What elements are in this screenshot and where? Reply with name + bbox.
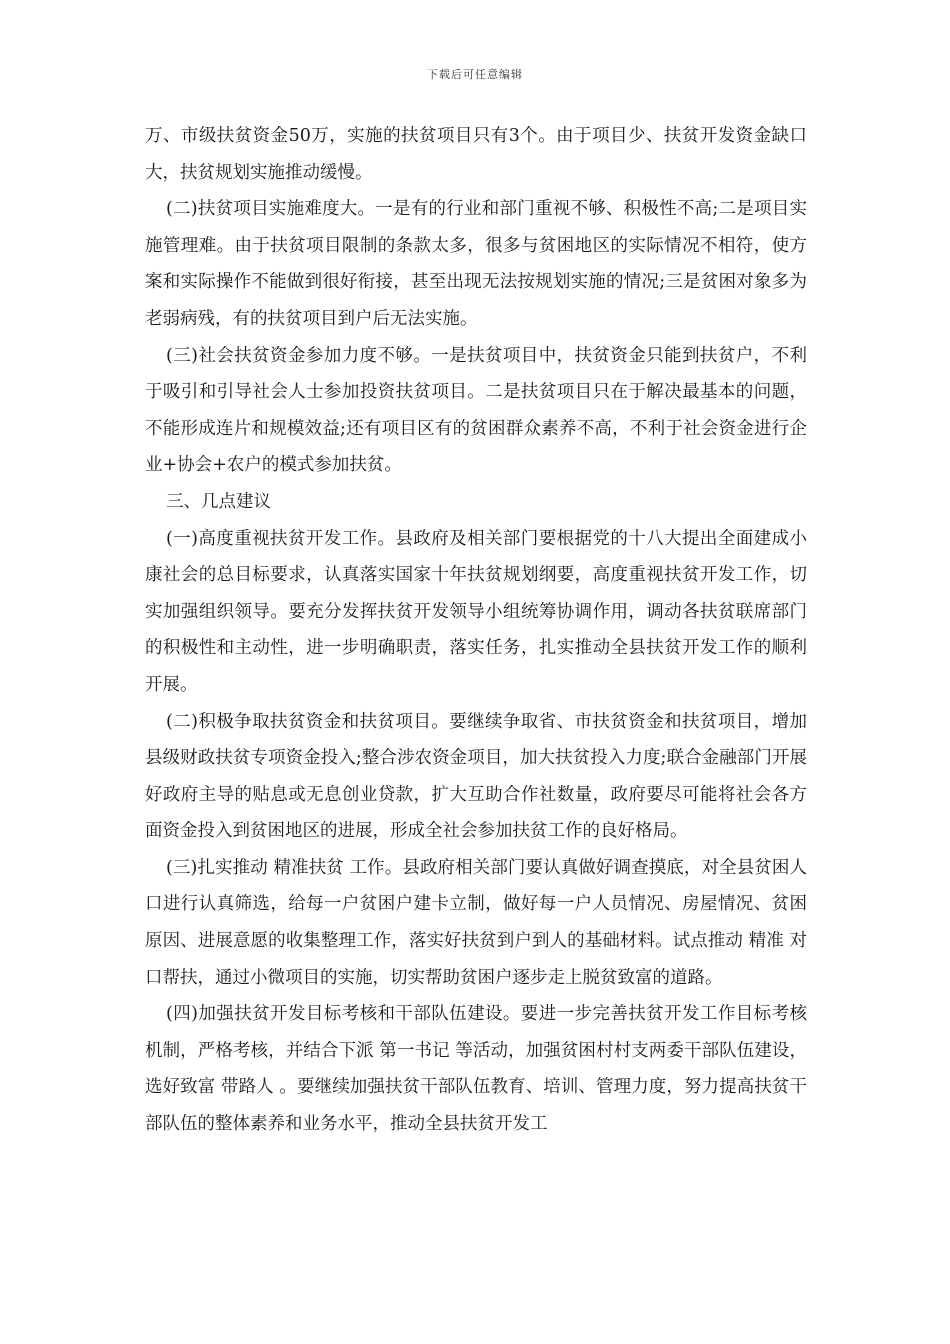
- paragraph-1: 万、市级扶贫资金50万，实施的扶贫项目只有3个。由于项目少、扶贫开发资金缺口大，扶贫规划实施推动缓慢。: [145, 126, 807, 183]
- document-body: [145, 118, 807, 1143]
- paragraph-6: (二)积极争取扶贫资金和扶贫项目。要继续争取省、市扶贫资金和扶贫项目，增加县级财政扶贫专项资金投入;整合涉农资金项目，加大扶贫投入力度;联合金融部门开展好政府主导的贴息或无息创业贷款，扩大互助合作社数量，政府要尽可能将社会各方面资金投入到贫困地区的进展，形成全社会参加扶贫工作的良好格局。: [145, 711, 807, 842]
- paragraph-5: (一)高度重视扶贫开发工作。县政府及相关部门要根据党的十八大提出全面建成小康社会的总目标要求，认真落实国家十年扶贫规划纲要，高度重视扶贫开发工作，切实加强组织领导。要充分发挥扶贫开发领导小组统筹协调作用，调动各扶贫联席部门的积极性和主动性，进一步明确职责，落实任务，扎实推动全县扶贫开发工作的顺利开展。: [145, 528, 807, 695]
- header-note: 下载后可任意编辑: [427, 68, 523, 81]
- section-heading: 三、几点建议: [166, 491, 271, 512]
- paragraph-8: (四)加强扶贫开发目标考核和干部队伍建设。要进一步完善扶贫开发工作目标考核机制，严格考核，并结合下派 第一书记 等活动，加强贫困村村支两委干部队伍建设，选好致富 带路人 。要继续加强扶贫干部队伍教育、培训、管理力度，努力提高扶贫干部队伍的整体素养和业务水平，推动全县扶贫开发工: [145, 1004, 807, 1135]
- paragraph-3: (三)社会扶贫资金参加力度不够。一是扶贫项目中，扶贫资金只能到扶贫户，不利于吸引和引导社会人士参加投资扶贫项目。二是扶贫项目只在于解决最基本的问题，不能形成连片和规模效益;还有项目区有的贫困群众素养不高，不利于社会资金进行企业+协会+农户的模式参加扶贫。: [145, 345, 807, 476]
- paragraph-2: (二)扶贫项目实施难度大。一是有的行业和部门重视不够、积极性不高;二是项目实施管理难。由于扶贫项目限制的条款太多，很多与贫困地区的实际情况不相符，使方案和实际操作不能做到很好衔接，甚至出现无法按规划实施的情况;三是贫困对象多为老弱病残，有的扶贫项目到户后无法实施。: [145, 199, 807, 329]
- paragraph-7: (三)扎实推动 精准扶贫 工作。县政府相关部门要认真做好调查摸底，对全县贫困人口进行认真筛选，给每一户贫困户建卡立制，做好每一户人员情况、房屋情况、贫困原因、进展意愿的收集整理工作，落实好扶贫到户到人的基础材料。试点推动 精准 对口帮扶，通过小微项目的实施，切实帮助贫困户逐步走上脱贫致富的道路。: [145, 857, 807, 988]
